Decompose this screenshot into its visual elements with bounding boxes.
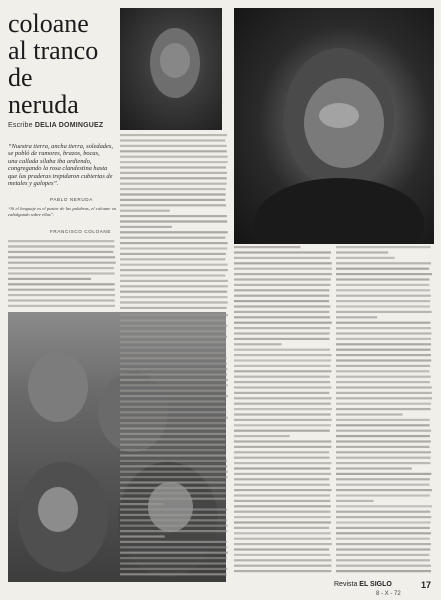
text-line bbox=[234, 392, 329, 394]
text-line bbox=[120, 498, 226, 500]
text-line bbox=[120, 541, 227, 543]
text-line bbox=[8, 294, 115, 296]
text-line bbox=[234, 435, 290, 437]
text-line bbox=[336, 376, 431, 378]
text-line bbox=[120, 417, 228, 419]
text-line bbox=[234, 251, 331, 253]
text-line bbox=[336, 316, 377, 318]
text-line bbox=[120, 226, 172, 228]
text-line bbox=[120, 406, 226, 408]
text-line bbox=[336, 246, 431, 248]
text-line bbox=[336, 538, 430, 540]
text-line bbox=[120, 433, 226, 435]
text-line bbox=[336, 343, 431, 345]
text-line bbox=[120, 384, 228, 386]
text-line bbox=[120, 134, 227, 136]
text-line bbox=[234, 376, 330, 378]
text-line bbox=[336, 295, 431, 297]
text-line bbox=[336, 311, 432, 313]
text-line bbox=[234, 343, 281, 345]
text-line bbox=[120, 346, 226, 348]
text-line bbox=[120, 177, 227, 179]
text-line bbox=[336, 543, 431, 545]
text-line bbox=[120, 427, 226, 429]
text-line bbox=[120, 508, 227, 510]
text-line bbox=[336, 332, 432, 334]
text-line bbox=[120, 183, 227, 185]
text-line bbox=[336, 430, 431, 432]
text-line bbox=[120, 188, 226, 190]
text-line bbox=[336, 462, 430, 464]
text-line bbox=[120, 242, 228, 244]
text-line bbox=[234, 295, 329, 297]
text-line bbox=[234, 532, 331, 534]
text-line bbox=[120, 557, 227, 559]
footer-publication-name: EL SIGLO bbox=[359, 581, 392, 588]
text-line bbox=[336, 451, 431, 453]
text-line bbox=[234, 386, 331, 388]
text-line bbox=[234, 262, 332, 264]
text-line bbox=[336, 457, 431, 459]
epigraph-signature: PABLO NERUDA bbox=[50, 197, 93, 202]
text-line bbox=[336, 435, 430, 437]
text-line bbox=[120, 449, 225, 451]
text-line bbox=[120, 193, 226, 195]
text-line bbox=[8, 245, 115, 247]
epigraph-text: una callada sílaba iba ardiendo, congregando la rosa clandestina hasta que las praderas trepidaron cubiertas de metales y galopes”. bbox=[8, 157, 113, 188]
text-line bbox=[120, 296, 228, 298]
headline-line: de neruda bbox=[8, 63, 79, 119]
text-line bbox=[120, 258, 225, 260]
text-line bbox=[8, 262, 116, 264]
text-line bbox=[120, 253, 226, 255]
text-line bbox=[120, 150, 227, 152]
text-line bbox=[336, 511, 430, 513]
text-line bbox=[234, 446, 331, 448]
text-line bbox=[120, 341, 225, 343]
text-line bbox=[120, 357, 227, 359]
text-line bbox=[336, 565, 431, 567]
text-line bbox=[234, 413, 331, 415]
text-line bbox=[336, 262, 431, 264]
text-line bbox=[336, 273, 432, 275]
text-line bbox=[120, 395, 228, 397]
text-line bbox=[120, 519, 227, 521]
text-line bbox=[120, 481, 226, 483]
text-line bbox=[234, 424, 331, 426]
text-line bbox=[120, 285, 228, 287]
text-line bbox=[336, 403, 431, 405]
byline-author: DELIA DOMINGUEZ bbox=[34, 122, 104, 129]
text-line bbox=[234, 289, 329, 291]
text-line bbox=[234, 257, 330, 259]
text-line bbox=[8, 289, 115, 291]
text-line bbox=[120, 525, 228, 527]
text-line bbox=[234, 554, 330, 556]
text-line bbox=[336, 289, 430, 291]
text-line bbox=[120, 363, 227, 365]
text-line bbox=[120, 307, 227, 309]
text-line bbox=[234, 327, 330, 329]
text-line bbox=[120, 573, 227, 575]
text-line bbox=[234, 322, 332, 324]
text-line bbox=[336, 478, 430, 480]
text-line bbox=[336, 548, 430, 550]
text-line bbox=[120, 535, 165, 537]
text-line bbox=[234, 489, 332, 491]
text-line bbox=[336, 413, 403, 415]
text-line bbox=[120, 454, 226, 456]
text-line bbox=[120, 237, 225, 239]
text-line bbox=[336, 408, 431, 410]
text-line bbox=[336, 381, 430, 383]
text-line bbox=[234, 543, 332, 545]
text-line bbox=[336, 349, 430, 351]
text-line bbox=[120, 314, 228, 316]
text-line bbox=[336, 489, 432, 491]
text-line bbox=[234, 484, 330, 486]
text-line bbox=[120, 546, 227, 548]
text-line bbox=[336, 467, 412, 469]
text-line bbox=[120, 301, 228, 303]
text-line bbox=[120, 460, 227, 462]
text-line bbox=[120, 199, 225, 201]
text-line bbox=[336, 473, 431, 475]
epigraph-text: “Nuestra tierra, ancha tierra, soledades, se pobló de rumores, brazos, bocas, bbox=[8, 143, 113, 158]
headline-line: coloane bbox=[8, 9, 89, 38]
text-line bbox=[234, 570, 331, 572]
text-line bbox=[234, 516, 331, 518]
text-line bbox=[336, 516, 431, 518]
text-line bbox=[234, 440, 331, 442]
text-line bbox=[120, 503, 163, 505]
text-line bbox=[336, 532, 431, 534]
byline-prefix: Escribe bbox=[8, 122, 33, 129]
text-line bbox=[120, 291, 227, 293]
text-line bbox=[234, 397, 332, 399]
text-line bbox=[8, 305, 115, 307]
text-line bbox=[336, 268, 429, 270]
text-line bbox=[120, 139, 225, 141]
text-line bbox=[336, 484, 429, 486]
text-line bbox=[120, 562, 226, 564]
text-line bbox=[234, 273, 332, 275]
text-line bbox=[336, 559, 430, 561]
text-line bbox=[234, 359, 331, 361]
text-line bbox=[120, 514, 226, 516]
text-line bbox=[120, 422, 226, 424]
text-line bbox=[234, 511, 330, 513]
text-line bbox=[234, 332, 330, 334]
text-line bbox=[234, 478, 329, 480]
text-line bbox=[120, 487, 226, 489]
text-line bbox=[336, 359, 431, 361]
text-line bbox=[120, 215, 227, 217]
text-line bbox=[336, 327, 431, 329]
text-line bbox=[8, 256, 115, 258]
text-line bbox=[336, 386, 432, 388]
text-line bbox=[336, 257, 395, 259]
text-line bbox=[234, 457, 330, 459]
footer-publication bbox=[334, 581, 392, 588]
text-line bbox=[234, 278, 331, 280]
text-line bbox=[234, 268, 332, 270]
text-line bbox=[120, 330, 226, 332]
text-line bbox=[336, 322, 430, 324]
text-line bbox=[8, 278, 91, 280]
text-line bbox=[336, 521, 431, 523]
text-line bbox=[234, 559, 332, 561]
text-line bbox=[336, 397, 432, 399]
text-line bbox=[234, 521, 331, 523]
text-line bbox=[234, 305, 331, 307]
text-line bbox=[336, 424, 430, 426]
text-line bbox=[120, 444, 225, 446]
text-line bbox=[234, 473, 331, 475]
text-line bbox=[120, 336, 227, 338]
footer-publication-prefix: Revista bbox=[334, 581, 358, 588]
text-line bbox=[120, 231, 228, 233]
epigraph-2-signature: FRANCISCO COLOANE bbox=[50, 229, 111, 234]
text-line bbox=[120, 368, 228, 370]
text-line bbox=[120, 172, 227, 174]
headline-line: al tranco bbox=[8, 36, 99, 65]
text-line bbox=[234, 311, 329, 313]
page-number: 17 bbox=[421, 580, 432, 590]
text-line bbox=[234, 338, 329, 340]
text-line bbox=[120, 319, 226, 321]
text-line bbox=[336, 440, 431, 442]
text-line bbox=[120, 352, 225, 354]
text-line bbox=[336, 365, 430, 367]
text-line bbox=[120, 492, 226, 494]
text-line bbox=[234, 451, 329, 453]
text-line bbox=[234, 462, 331, 464]
text-line bbox=[8, 251, 113, 253]
text-line bbox=[234, 349, 330, 351]
text-line bbox=[8, 267, 114, 269]
text-line bbox=[120, 400, 225, 402]
text-line bbox=[120, 379, 228, 381]
text-line bbox=[120, 264, 227, 266]
text-line bbox=[234, 316, 330, 318]
text-line bbox=[120, 204, 226, 206]
text-line bbox=[120, 390, 226, 392]
text-line bbox=[120, 373, 227, 375]
text-line bbox=[120, 438, 225, 440]
epigraph-2: “Si el lenguaje es el pastor de las palabras, el coloane va cabalgando sobre ellas”. bbox=[8, 206, 116, 217]
text-line bbox=[120, 269, 228, 271]
text-line bbox=[120, 465, 227, 467]
text-line bbox=[8, 283, 115, 285]
text-line bbox=[336, 284, 429, 286]
text-line bbox=[234, 527, 329, 529]
text-line bbox=[234, 430, 330, 432]
text-line bbox=[336, 305, 430, 307]
text-line bbox=[120, 247, 227, 249]
text-line bbox=[336, 392, 432, 394]
text-line bbox=[234, 467, 330, 469]
text-line bbox=[336, 494, 430, 496]
text-line bbox=[234, 370, 331, 372]
text-line bbox=[234, 419, 332, 421]
text-line bbox=[120, 274, 225, 276]
text-line bbox=[234, 403, 331, 405]
text-line bbox=[120, 530, 227, 532]
text-line bbox=[234, 300, 329, 302]
text-line bbox=[234, 365, 330, 367]
text-line bbox=[120, 280, 228, 282]
text-line bbox=[234, 565, 331, 567]
text-line bbox=[120, 210, 170, 212]
text-line bbox=[336, 251, 388, 253]
text-line bbox=[120, 220, 227, 222]
text-line bbox=[120, 145, 227, 147]
text-line bbox=[234, 408, 332, 410]
text-line bbox=[120, 161, 228, 163]
text-line bbox=[234, 505, 331, 507]
text-line bbox=[120, 166, 226, 168]
text-line bbox=[336, 527, 430, 529]
text-line bbox=[8, 299, 115, 301]
text-line bbox=[234, 494, 330, 496]
text-line bbox=[120, 325, 227, 327]
text-line bbox=[234, 381, 330, 383]
text-line bbox=[120, 568, 227, 570]
text-line bbox=[336, 554, 429, 556]
text-line bbox=[336, 338, 431, 340]
text-line bbox=[336, 446, 430, 448]
text-line bbox=[336, 570, 431, 572]
text-line bbox=[8, 240, 114, 242]
text-line bbox=[8, 272, 115, 274]
text-line bbox=[234, 246, 300, 248]
text-line bbox=[234, 538, 331, 540]
text-line bbox=[120, 156, 228, 158]
text-line bbox=[234, 548, 329, 550]
text-line bbox=[336, 300, 430, 302]
text-line bbox=[336, 419, 430, 421]
text-line bbox=[336, 278, 429, 280]
text-line bbox=[120, 471, 228, 473]
text-line bbox=[120, 411, 226, 413]
text-line bbox=[120, 476, 228, 478]
text-line bbox=[336, 354, 431, 356]
footer-date: 8 - X - 72 bbox=[376, 591, 401, 597]
text-line bbox=[336, 505, 432, 507]
text-line bbox=[336, 500, 374, 502]
text-line bbox=[234, 284, 330, 286]
text-line bbox=[120, 552, 228, 554]
text-line bbox=[234, 500, 330, 502]
text-line bbox=[234, 354, 331, 356]
text-line bbox=[336, 370, 429, 372]
